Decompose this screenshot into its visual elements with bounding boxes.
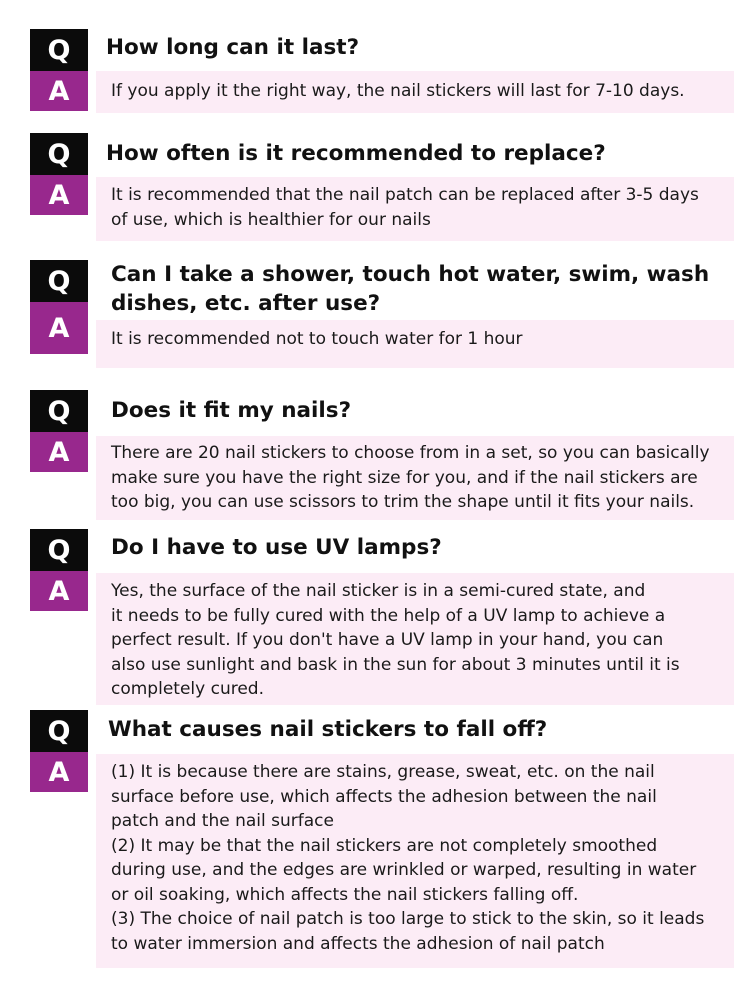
answer-badge: A — [30, 571, 88, 611]
answer-text: If you apply it the right way, the nail stickers will last for 7-10 days. — [111, 81, 685, 101]
answer-box — [96, 436, 734, 520]
answer-box — [96, 573, 734, 705]
question-badge: Q — [30, 260, 88, 302]
answer-badge: A — [30, 302, 88, 354]
answer-text: (1) It is because there are stains, grease, sweat, etc. on the nail surface before use, which affects the adhesion between the nail patch and the nail surface (2) It may be that the nail stickers are not completely smoothed during use, and the edges are wrinkled or warped, resulting in water or oil soaking, which affects the nail stickers falling off. (3) The choice of nail patch is too large to stick to the skin, so it leads to water immersion and affects the adhesion of nail patch — [111, 762, 705, 954]
answer-text: It is recommended not to touch water for 1 hour — [111, 329, 523, 349]
answer-badge: A — [30, 752, 88, 792]
answer-box — [96, 320, 734, 368]
question-text: Does it fit my nails? — [111, 398, 352, 423]
answer-text: It is recommended that the nail patch can be replaced after 3-5 days of use, which is healthier for our nails — [111, 185, 699, 230]
question-text: What causes nail stickers to fall off? — [108, 717, 548, 742]
answer-badge: A — [30, 175, 88, 215]
answer-badge: A — [30, 71, 88, 111]
answer-box — [96, 71, 734, 113]
question-badge: Q — [30, 29, 88, 71]
answer-badge: A — [30, 432, 88, 472]
question-text: Can I take a shower, touch hot water, swim, wash dishes, etc. after use? — [111, 262, 710, 316]
question-text: How long can it last? — [106, 35, 360, 60]
question-badge: Q — [30, 390, 88, 432]
answer-box — [96, 754, 734, 968]
answer-box — [96, 177, 734, 241]
question-badge: Q — [30, 529, 88, 571]
question-text: How often is it recommended to replace? — [106, 141, 606, 166]
question-badge: Q — [30, 133, 88, 175]
question-text: Do I have to use UV lamps? — [111, 535, 442, 560]
answer-text: There are 20 nail stickers to choose from in a set, so you can basically make sure you have the right size for you, and if the nail stickers are too big, you can use scissors to trim the shape until it fits your nails. — [111, 443, 710, 512]
answer-text: Yes, the surface of the nail sticker is in a semi-cured state, and it needs to be fully cured with the help of a UV lamp to achieve a perfect result. If you don't have a UV lamp in your hand, you can also use sunlight and bask in the sun for about 3 minutes until it is completely cured. — [111, 581, 680, 699]
question-badge: Q — [30, 710, 88, 752]
